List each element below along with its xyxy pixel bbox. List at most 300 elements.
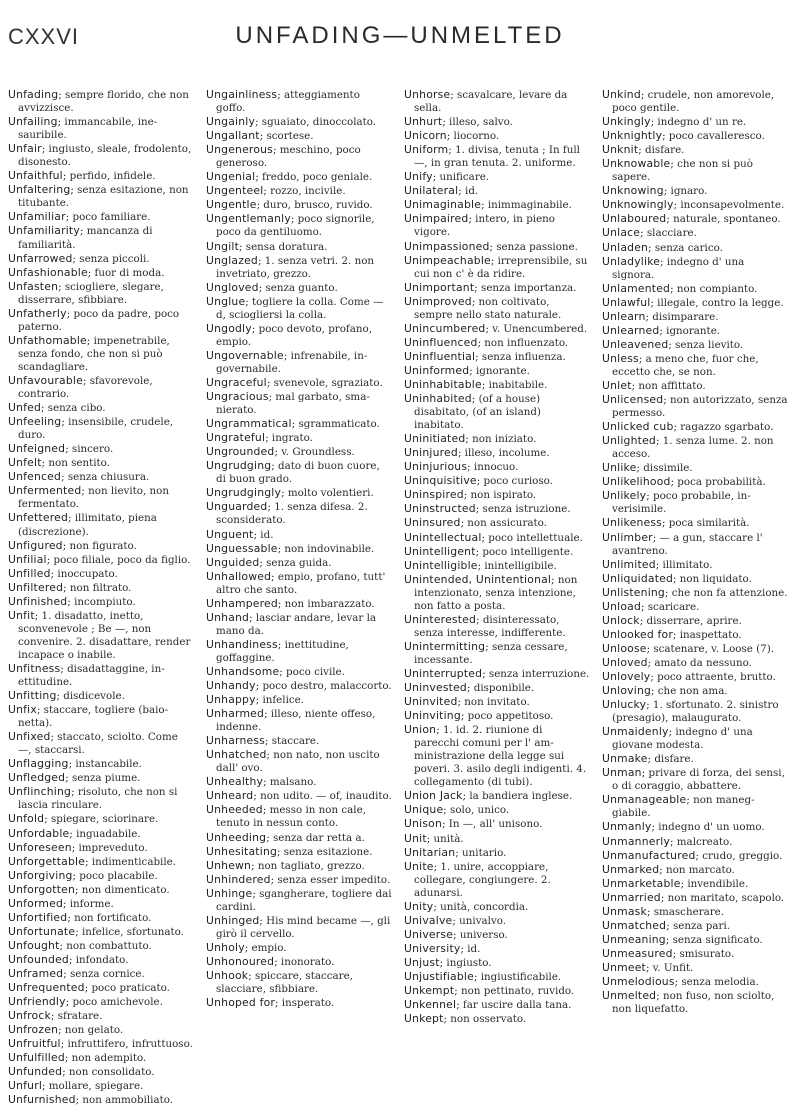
dictionary-entry xyxy=(206,831,392,845)
dictionary-entry xyxy=(8,771,194,785)
entry-definition: ; non affittato. xyxy=(631,379,706,392)
entry-headword: Uninjured xyxy=(404,446,458,460)
entry-definition: ; senza esitazione, non titubante. xyxy=(18,184,189,210)
dictionary-entry xyxy=(8,827,194,841)
entry-definition: ; indegno d' un uomo. xyxy=(651,821,765,834)
entry-definition: ; inabitabile. xyxy=(481,378,548,391)
entry-definition: ; invendibile. xyxy=(680,877,749,890)
entry-definition: ; slacciare. xyxy=(640,227,697,240)
entry-headword: Unfavourable xyxy=(8,373,83,387)
dictionary-entry xyxy=(602,296,788,310)
entry-headword: Unguent xyxy=(206,527,254,541)
dictionary-entry xyxy=(602,352,788,379)
entry-definition: ; poco amichevole. xyxy=(65,996,163,1009)
entry-definition: ; non indovinabile. xyxy=(277,542,375,555)
entry-definition: ; poco intelligente. xyxy=(475,545,574,558)
entry-headword: Unjust xyxy=(404,955,440,969)
entry-definition: ; privare di forza, dei sensi, o di coraggio, abbattere. xyxy=(612,767,785,793)
entry-definition: ; sgrammaticato. xyxy=(291,418,380,431)
dictionary-entry xyxy=(404,789,590,803)
dictionary-entry xyxy=(602,558,788,572)
dictionary-entry xyxy=(8,484,194,511)
entry-definition: ; molto volentieri. xyxy=(281,487,374,500)
dictionary-entry xyxy=(602,947,788,961)
entry-headword: Uninhabited xyxy=(404,392,472,406)
dictionary-entry xyxy=(404,474,590,488)
entry-headword: Unlearn xyxy=(602,309,646,323)
entry-definition: ; non ispirato. xyxy=(463,489,537,502)
entry-headword: Unmarketable xyxy=(602,876,681,890)
entry-definition: ; illeso, salvo. xyxy=(442,116,513,129)
dictionary-entry xyxy=(206,969,392,996)
entry-headword: Unfounded xyxy=(8,952,69,966)
entry-definition: ; fuor di moda. xyxy=(87,266,165,279)
entry-headword: Unimaginable xyxy=(404,198,482,212)
entry-headword: Unimportant xyxy=(404,280,475,294)
entry-definition: ; poco attraente, brutto. xyxy=(650,670,776,683)
entry-headword: Unimpeachable xyxy=(404,253,491,267)
entry-headword: Unhatched xyxy=(206,748,267,762)
entry-definition: ; ragazzo sgarbato. xyxy=(673,421,774,434)
dictionary-entry xyxy=(8,169,194,183)
entry-headword: Ungilt xyxy=(206,239,240,253)
entry-definition: ; non compianto. xyxy=(670,282,758,295)
dictionary-entry xyxy=(206,445,392,459)
entry-definition: ; non assicurato. xyxy=(460,517,547,530)
entry-definition: ; non tagliato, grezzo. xyxy=(251,859,365,872)
entry-headword: Unhindered xyxy=(206,872,271,886)
entry-headword: Unflinching xyxy=(8,785,72,799)
entry-definition: ; infrenabile, ingovernabile. xyxy=(216,349,368,375)
entry-headword: Unholy xyxy=(206,940,245,954)
dictionary-entry xyxy=(8,210,194,224)
entry-headword: Unhandiness xyxy=(206,637,278,651)
dictionary-entry xyxy=(206,707,392,734)
entry-headword: Unfinished xyxy=(8,594,68,608)
entry-headword: Unmarked xyxy=(602,862,660,876)
dictionary-entry xyxy=(8,401,194,415)
entry-definition: ; sfratare. xyxy=(50,1010,103,1023)
entry-definition: ; (of a house) disabitato, (of an island) inabitato. xyxy=(414,393,541,432)
dictionary-entry xyxy=(206,143,392,170)
dictionary-entry xyxy=(8,1093,194,1107)
entry-definition: ; disfare. xyxy=(638,144,685,157)
dictionary-entry xyxy=(206,184,392,198)
dictionary-entry xyxy=(404,378,590,392)
entry-definition: ; senza istruzione. xyxy=(475,503,571,516)
dictionary-entry xyxy=(404,956,590,970)
entry-headword: Unfaltering xyxy=(8,183,71,197)
dictionary-entry xyxy=(602,614,788,628)
dictionary-entry xyxy=(206,665,392,679)
entry-definition: ; irreprensibile, su cui non c' è da ridire. xyxy=(414,254,588,280)
dictionary-entry xyxy=(8,855,194,869)
entry-definition: ; sincero. xyxy=(65,443,114,456)
dictionary-entry xyxy=(8,953,194,967)
entry-headword: Unmanufactured xyxy=(602,848,696,862)
entry-definition: ; senza lievito. xyxy=(668,338,744,351)
entry-definition: ; crudele, non amorevole, poco gentile. xyxy=(612,89,775,115)
entry-headword: Unfelt xyxy=(8,456,42,470)
dictionary-entry xyxy=(602,877,788,891)
entry-headword: Unmake xyxy=(602,752,648,766)
entry-definition: ; His mind became —, gli girò il cervello. xyxy=(216,914,391,940)
entry-definition: ; non fortificato. xyxy=(67,911,152,924)
entry-headword: Unfought xyxy=(8,938,60,952)
dictionary-entry xyxy=(206,417,392,431)
entry-definition: ; poco cavalleresco. xyxy=(662,130,765,143)
dictionary-entry xyxy=(206,679,392,693)
dictionary-entry xyxy=(404,709,590,723)
entry-definition: ; sempre florido, che non avvizzisce. xyxy=(18,89,189,115)
entry-headword: Unintellectual xyxy=(404,530,482,544)
entry-definition: ; 1. senza vetri. 2. non invetriato, grezzo. xyxy=(216,254,375,280)
entry-headword: Unknowable xyxy=(602,157,671,171)
dictionary-entry xyxy=(602,212,788,226)
entry-headword: Universe xyxy=(404,927,454,941)
dictionary-entry xyxy=(8,925,194,939)
entry-definition: ; non maritato, scapolo. xyxy=(660,891,785,904)
dictionary-entry xyxy=(404,695,590,709)
entry-headword: Unfasten xyxy=(8,279,59,293)
entry-definition: ; non iniziato. xyxy=(465,433,537,446)
entry-headword: Unfamiliar xyxy=(8,210,66,224)
entry-headword: Unlikelihood xyxy=(602,475,671,489)
entry-headword: Unlawful xyxy=(602,295,651,309)
entry-definition: ; poco da padre, poco paterno. xyxy=(18,307,180,333)
dictionary-entry xyxy=(8,567,194,581)
dictionary-entry xyxy=(602,531,788,558)
entry-headword: Ungainly xyxy=(206,115,256,129)
entry-headword: Unfulfilled xyxy=(8,1051,65,1065)
entry-definition: ; perfido, infidele. xyxy=(62,170,156,183)
dictionary-entry xyxy=(206,281,392,295)
entry-headword: Unharmed xyxy=(206,707,265,721)
entry-definition: ; non invitato. xyxy=(457,696,530,709)
entry-definition: ; poco civile. xyxy=(279,665,345,678)
entry-headword: Unmeaning xyxy=(602,932,666,946)
entry-headword: Uninformed xyxy=(404,363,470,377)
dictionary-entry xyxy=(602,835,788,849)
entry-headword: Unloose xyxy=(602,641,647,655)
entry-headword: Unfilial xyxy=(8,552,47,566)
dictionary-entry xyxy=(8,595,194,609)
entry-definition: ; disdicevole. xyxy=(56,690,125,703)
column-4 xyxy=(602,88,788,1107)
dictionary-entry xyxy=(602,115,788,129)
entry-definition: ; innocuo. xyxy=(467,461,519,474)
entry-headword: Ungovernable xyxy=(206,348,284,362)
entry-headword: Ungentle xyxy=(206,198,257,212)
entry-headword: Unloving xyxy=(602,684,652,698)
entry-headword: Unfatherly xyxy=(8,306,67,320)
entry-headword: Uninterested xyxy=(404,612,477,626)
entry-headword: Unlikeness xyxy=(602,516,662,530)
dictionary-entry xyxy=(404,322,590,336)
dictionary-entry xyxy=(8,869,194,883)
entry-headword: Unhandsome xyxy=(206,664,280,678)
dictionary-entry xyxy=(602,989,788,1016)
entry-headword: Unfilled xyxy=(8,566,51,580)
entry-definition: ; immancabile, inesauribile. xyxy=(18,116,158,142)
entry-headword: Unit xyxy=(404,831,427,845)
entry-headword: Unmask xyxy=(602,904,647,918)
entry-definition: ; infelice. xyxy=(255,694,304,707)
dictionary-entry xyxy=(8,88,194,115)
entry-definition: ; inaspettato. xyxy=(673,628,742,641)
dictionary-entry xyxy=(602,684,788,698)
entry-headword: Unfixed xyxy=(8,730,51,744)
entry-definition: ; non marcato. xyxy=(659,863,735,876)
entry-definition: ; senza cibo. xyxy=(41,402,106,415)
dictionary-entry xyxy=(602,905,788,919)
entry-headword: Unfed xyxy=(8,401,42,415)
dictionary-entry xyxy=(404,681,590,695)
dictionary-columns xyxy=(8,88,788,1107)
entry-definition: ; crudo, greggio. xyxy=(695,849,783,862)
entry-headword: Unload xyxy=(602,599,642,613)
dictionary-entry xyxy=(8,897,194,911)
entry-headword: Unfailing xyxy=(8,115,58,129)
dictionary-entry xyxy=(602,184,788,198)
dictionary-entry xyxy=(206,611,392,638)
entry-headword: Ungrateful xyxy=(206,431,266,445)
entry-headword: Unimproved xyxy=(404,294,472,308)
entry-definition: ; universo. xyxy=(453,928,508,941)
entry-definition: ; senza significato. xyxy=(665,933,763,946)
entry-definition: ; poco devoto, profano, empio. xyxy=(216,322,372,348)
entry-headword: Unheeding xyxy=(206,830,267,844)
entry-headword: Unhinged xyxy=(206,913,260,927)
dictionary-entry xyxy=(404,115,590,129)
dictionary-entry xyxy=(602,434,788,461)
entry-headword: Unfair xyxy=(8,142,42,156)
dictionary-entry xyxy=(206,88,392,115)
dictionary-entry xyxy=(602,338,788,352)
entry-definition: ; ignorante. xyxy=(659,324,721,337)
dictionary-entry xyxy=(206,859,392,873)
entry-definition: ; v. Unencumbered. xyxy=(485,322,588,335)
entry-headword: Unkind xyxy=(602,88,641,101)
entry-headword: Unhandy xyxy=(206,679,256,693)
dictionary-entry xyxy=(206,693,392,707)
entry-headword: Unintermitting xyxy=(404,639,486,653)
dictionary-entry xyxy=(206,198,392,212)
entry-definition: ; non intenzionato, senza intenzione, non fatto a posta. xyxy=(414,573,578,612)
entry-headword: Unformed xyxy=(8,896,64,910)
entry-headword: Unhoped for xyxy=(206,996,276,1010)
entry-definition: ; id. xyxy=(460,942,481,955)
entry-headword: Unlamented xyxy=(602,281,671,295)
entry-definition: ; malcreato. xyxy=(670,835,733,848)
entry-headword: Unmatched xyxy=(602,918,667,932)
entry-definition: ; senza guanto. xyxy=(258,281,338,294)
dictionary-entry xyxy=(206,941,392,955)
dictionary-entry xyxy=(8,1065,194,1079)
dictionary-entry xyxy=(404,998,590,1012)
entry-definition: ; inintelligibile. xyxy=(477,559,557,572)
entry-headword: Unlaboured xyxy=(602,212,667,226)
entry-headword: Unfurnished xyxy=(8,1093,76,1107)
entry-definition: ; ingrato. xyxy=(265,432,313,445)
dictionary-entry xyxy=(404,970,590,984)
entry-definition: ; disponibile. xyxy=(466,682,535,695)
entry-headword: Unhesitating xyxy=(206,844,278,858)
dictionary-entry xyxy=(404,460,590,474)
dictionary-entry xyxy=(404,832,590,846)
dictionary-entry xyxy=(602,891,788,905)
entry-definition: ; illegale, contro la legge. xyxy=(650,296,784,309)
entry-definition: ; intero, in pieno vigore. xyxy=(414,213,556,239)
entry-definition: ; malsano. xyxy=(263,776,317,789)
entry-headword: Unilateral xyxy=(404,184,459,198)
dictionary-entry xyxy=(602,961,788,975)
dictionary-entry xyxy=(8,142,194,169)
dictionary-entry xyxy=(404,942,590,956)
entry-headword: Uninspired xyxy=(404,488,464,502)
entry-definition: ; spiegare, sciorinare. xyxy=(44,813,159,826)
entry-definition: ; spiccare, staccare, slacciare, sfibbiare. xyxy=(216,970,353,996)
dictionary-entry xyxy=(206,376,392,390)
dictionary-entry xyxy=(8,911,194,925)
dictionary-entry xyxy=(8,307,194,334)
entry-headword: Unison xyxy=(404,817,443,831)
entry-definition: ; ignorante. xyxy=(469,364,530,377)
entry-definition: ; indegno d' una giovane modesta. xyxy=(612,726,753,752)
entry-headword: Unharness xyxy=(206,734,265,748)
entry-headword: Ungallant xyxy=(206,129,260,143)
dictionary-entry xyxy=(206,734,392,748)
entry-definition: ; non autorizzato, senza permesso. xyxy=(612,394,788,420)
entry-headword: Uninfluenced xyxy=(404,335,478,349)
dictionary-entry xyxy=(206,914,392,941)
dictionary-entry xyxy=(602,379,788,393)
dictionary-entry xyxy=(404,928,590,942)
dictionary-entry xyxy=(404,914,590,928)
entry-definition: ; sgangherare, togliere dai cardini. xyxy=(216,887,392,913)
entry-headword: Unless xyxy=(602,351,639,365)
dictionary-entry xyxy=(404,667,590,681)
dictionary-entry xyxy=(404,88,590,115)
entry-headword: Unlistening xyxy=(602,585,665,599)
entry-headword: Unlike xyxy=(602,461,637,475)
entry-headword: Unladen xyxy=(602,240,649,254)
entry-definition: ; scavalcare, levare da sella. xyxy=(414,89,568,115)
entry-headword: Unfathomable xyxy=(8,333,87,347)
entry-definition: ; 1. unire, accoppiare, collegare, congiungere. 2. adunarsi. xyxy=(414,860,551,899)
entry-headword: Unfeigned xyxy=(8,442,66,456)
entry-headword: Unfix xyxy=(8,703,37,717)
dictionary-entry xyxy=(602,489,788,516)
entry-definition: ; incompiuto. xyxy=(67,595,136,608)
entry-definition: ; senza cornice. xyxy=(63,968,145,980)
dictionary-entry xyxy=(602,475,788,489)
dictionary-entry xyxy=(404,1012,590,1026)
entry-definition: ; 1. disadatto, inetto, sconvenevole ; Be —, non convenire. 2. disadattare, render incapace o inabile. xyxy=(18,609,191,661)
dictionary-entry xyxy=(602,975,788,989)
entry-headword: Unkennel xyxy=(404,998,457,1012)
entry-definition: ; non udito. — of, inaudito. xyxy=(253,790,392,803)
dictionary-entry xyxy=(602,420,788,434)
entry-headword: Unliquidated xyxy=(602,571,674,585)
entry-definition: ; staccare. xyxy=(265,735,320,748)
dictionary-entry xyxy=(404,545,590,559)
entry-definition: ; amato da nessuno. xyxy=(647,656,752,669)
entry-headword: Uninquisitive xyxy=(404,474,477,488)
entry-headword: Unfenced xyxy=(8,470,62,484)
dictionary-entry xyxy=(602,226,788,240)
entry-definition: ; non liquidato. xyxy=(673,572,752,585)
dictionary-entry xyxy=(8,456,194,470)
entry-headword: Unguided xyxy=(206,555,260,569)
dictionary-entry xyxy=(206,115,392,129)
entry-definition: ; senza dar retta a. xyxy=(266,831,365,844)
entry-headword: Unhallowed xyxy=(206,569,272,583)
column-1 xyxy=(8,88,194,1107)
entry-headword: Ungenial xyxy=(206,170,256,184)
entry-definition: ; non combattuto. xyxy=(59,939,152,952)
dictionary-entry xyxy=(404,170,590,184)
entry-headword: Unladylike xyxy=(602,254,661,268)
column-2 xyxy=(206,88,392,1107)
entry-headword: Unfriendly xyxy=(8,995,66,1009)
entry-headword: Unhurt xyxy=(404,115,443,129)
dictionary-entry xyxy=(404,281,590,295)
dictionary-entry xyxy=(404,846,590,860)
entry-definition: ; 1. sfortunato. 2. sinistro (presagio), malaugurato. xyxy=(612,699,779,725)
dictionary-entry xyxy=(8,442,194,456)
entry-headword: Unfermented xyxy=(8,484,82,498)
entry-headword: Uninitiated xyxy=(404,432,466,446)
entry-headword: Unjustifiable xyxy=(404,970,474,983)
dictionary-entry xyxy=(404,336,590,350)
entry-headword: Unglue xyxy=(206,294,246,308)
entry-definition: ; senza esser impedito. xyxy=(270,873,391,886)
entry-headword: Unlimber xyxy=(602,530,653,544)
dictionary-entry xyxy=(404,392,590,432)
entry-definition: ; poca probabilità. xyxy=(670,476,766,489)
entry-definition: ; id. xyxy=(253,528,274,541)
entry-headword: Unlicensed xyxy=(602,393,664,407)
entry-definition: ; meschino, poco generoso. xyxy=(216,144,361,170)
entry-headword: Ungrudging xyxy=(206,459,272,473)
entry-headword: Unhinge xyxy=(206,886,253,900)
entry-definition: ; insperato. xyxy=(275,997,335,1010)
entry-headword: Ungenteel xyxy=(206,184,264,198)
entry-headword: Unfunded xyxy=(8,1065,63,1079)
entry-headword: Unmeet xyxy=(602,960,646,974)
entry-definition: ; poco familiare. xyxy=(65,211,151,224)
dictionary-entry xyxy=(206,789,392,803)
dictionary-entry xyxy=(206,887,392,914)
entry-definition: ; non imbarazzato. xyxy=(277,597,375,610)
entry-definition: ; liocorno. xyxy=(446,130,500,143)
dictionary-entry xyxy=(404,364,590,378)
entry-headword: Uninvested xyxy=(404,681,467,695)
dictionary-entry xyxy=(8,1051,194,1065)
entry-definition: ; senza importanza. xyxy=(474,281,577,294)
entry-definition: ; non influenzato. xyxy=(477,336,569,349)
entry-headword: Unknit xyxy=(602,143,639,157)
entry-definition: ; empio, profano, tutt' altro che santo. xyxy=(216,570,386,596)
dictionary-entry xyxy=(8,1079,194,1093)
entry-definition: ; solo, unico. xyxy=(443,804,510,817)
entry-definition: ; v. Unfit. xyxy=(645,961,694,974)
entry-definition: ; mollare, spiegare. xyxy=(42,1080,144,1093)
entry-headword: Unfit xyxy=(8,608,35,622)
entry-headword: Unmelodious xyxy=(602,975,675,988)
entry-headword: Uninfluential xyxy=(404,349,476,363)
